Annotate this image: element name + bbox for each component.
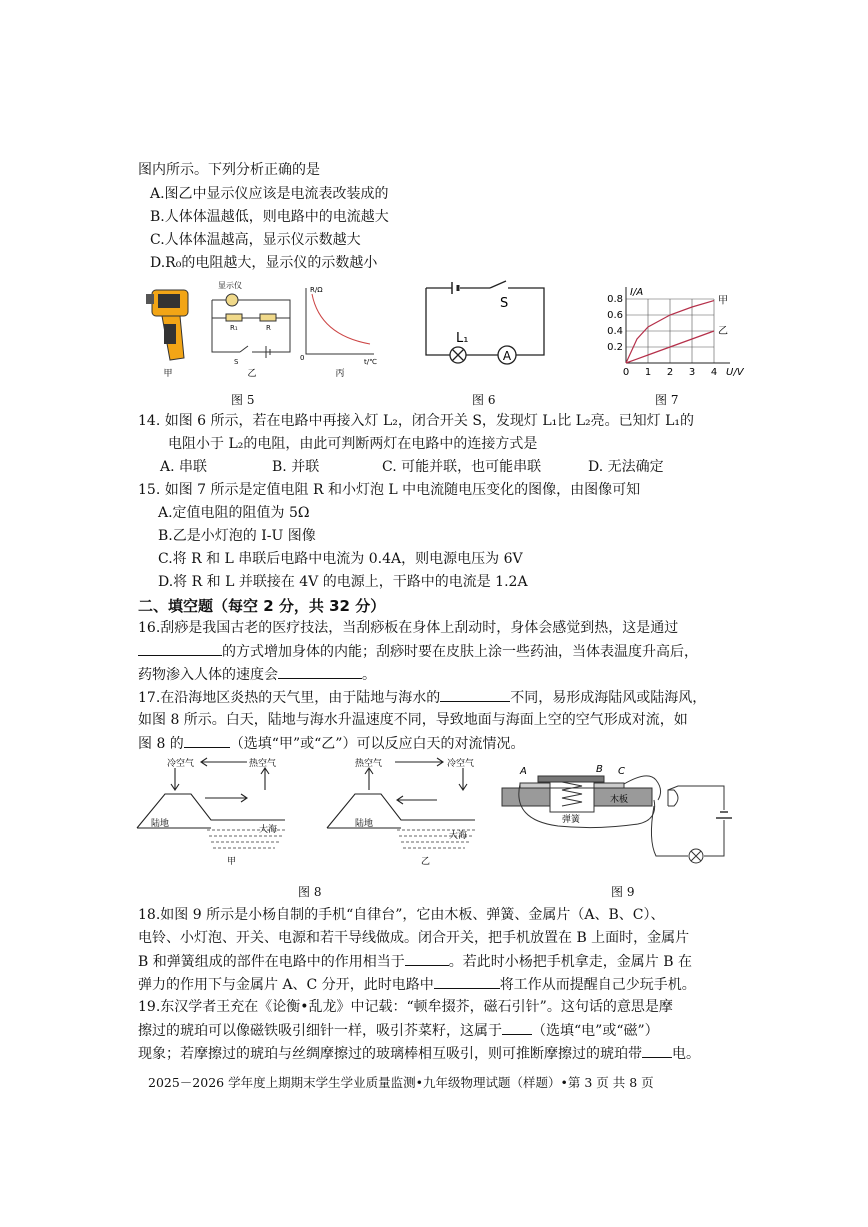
q16-line3-end: 。 — [362, 667, 376, 683]
q13-option-c: C.人体体温越高，显示仪示数越大 — [150, 232, 361, 248]
q14-option-d: D. 无法确定 — [588, 459, 664, 475]
fig5-label-bing: 丙 — [335, 369, 345, 379]
q18-line4-text: 弹力的作用下与金属片 A、C 分开，此时电路中 — [138, 977, 434, 993]
q17-line1-end: 不同，易形成海陆风或陆海风， — [510, 690, 707, 706]
q19-line3 — [138, 1043, 700, 1064]
q17-line3 — [138, 733, 524, 754]
fig6-lamp-label: L₁ — [456, 331, 469, 346]
fig5-r1-label: R₁ — [230, 324, 238, 332]
page-footer: 2025－2026 学年度上期期末学生学业质量监测•九年级物理试题（样题）•第 3 页 共 8 页 — [148, 1075, 654, 1090]
fig8-yi-cold: 冷空气 — [447, 759, 475, 769]
q13-option-a: A.图乙中显示仪应该是电流表改装成的 — [150, 186, 389, 202]
series-label-jia: 甲 — [718, 295, 728, 307]
fig5-graph — [300, 286, 377, 366]
q14-option-b: B. 并联 — [272, 459, 320, 475]
fig9-a: A — [520, 766, 527, 777]
q19-line2-text: 擦过的琥珀可以像磁铁吸引细针一样，吸引芥菜籽，这属于 — [138, 1023, 502, 1039]
y-axis-label: I/A — [630, 287, 644, 298]
q19-line3-end: 电。 — [672, 1046, 700, 1062]
q16-line2-text: 的方式增加身体的内能；刮痧时要在皮肤上涂一些药油，当体表温度升高后， — [222, 644, 698, 660]
q14-line1: 14. 如图 6 所示，若在电路中再接入灯 L₂，闭合开关 S，发现灯 L₁比 L₂亮。已知灯 L₁的 — [138, 413, 694, 429]
q15-option-b: B.乙是小灯泡的 I-U 图像 — [158, 528, 316, 544]
series-label-yi: 乙 — [718, 326, 728, 337]
q13-option-d: D.R₀的电阻越大，显示仪的示数越小 — [150, 255, 378, 271]
q18-line3 — [138, 951, 692, 972]
q13-option-b: B.人体体温越低，则电路中的电流越大 — [150, 209, 389, 225]
figure-6 — [420, 280, 550, 366]
q19-blank-2[interactable] — [642, 1043, 672, 1058]
fig8-jia-land: 陆地 — [151, 819, 170, 829]
q18-line4 — [138, 974, 696, 995]
y-tick-label: 0.4 — [607, 326, 623, 337]
x-tick-label: 3 — [688, 367, 696, 378]
q17-line3-text: 图 8 的 — [138, 736, 184, 752]
q16-blank-1[interactable] — [138, 641, 222, 656]
q17-line1-text: 17.在沿海地区炎热的天气里，由于陆地与海水的 — [138, 690, 441, 706]
q18-blank-2[interactable] — [434, 974, 500, 989]
q15-option-c: C.将 R 和 L 串联后电路中电流为 0.4A，则电源电压为 6V — [158, 551, 523, 567]
figure-7-chart — [598, 285, 748, 385]
x-tick-label: 1 — [644, 367, 652, 378]
q16-line2 — [138, 641, 698, 662]
fig5-circuit — [212, 280, 290, 366]
q15-option-d: D.将 R 和 L 并联接在 4V 的电源上，干路中的电流是 1.2A — [158, 574, 528, 590]
x-tick-label: 4 — [710, 367, 718, 378]
q17-blank-2[interactable] — [184, 733, 230, 748]
fig8-caption: 图 8 — [298, 885, 322, 899]
q19-line2-end: （选填“电”或“磁”） — [532, 1023, 659, 1039]
fig5-caption: 图 5 — [231, 393, 255, 407]
fig7-caption: 图 7 — [655, 393, 679, 407]
q15-stem: 15. 如图 7 所示是定值电阻 R 和小灯泡 L 中电流随电压变化的图像，由图像可知 — [138, 482, 641, 498]
q14-line2: 电阻小于 L₂的电阻，由此可判断两灯在电路中的连接方式是 — [168, 436, 538, 452]
q13-stem-tail: 图内所示。下列分析正确的是 — [138, 162, 320, 178]
q19-blank-1[interactable] — [502, 1020, 532, 1035]
x-axis-label: U/V — [726, 367, 744, 378]
fig5-label-yi: 乙 — [247, 369, 257, 379]
fig9-board: 木板 — [610, 795, 629, 805]
q18-line3-text: B 和弹簧组成的部件在电路中的作用相当于 — [138, 954, 405, 970]
fig8-jia-label: 甲 — [227, 857, 237, 867]
q18-line2: 电铃、小灯泡、开关、电源和若干导线做成。闭合开关，把手机放置在 B 上面时，金属片 — [138, 930, 690, 946]
y-tick-label: 0.6 — [607, 310, 623, 321]
y-tick-label: 0.2 — [607, 342, 623, 353]
q17-line3-end: （选填“甲”或“乙”）可以反应白天的对流情况。 — [229, 736, 525, 752]
figure-8-yi — [325, 752, 485, 870]
fig8-jia-sea: 大海 — [259, 825, 278, 835]
q14-option-a: A. 串联 — [160, 459, 208, 475]
q14-option-c: C. 可能并联，也可能串联 — [382, 459, 542, 475]
thermometer-gun-icon — [146, 290, 188, 360]
q19-line1: 19.东汉学者王充在《论衡•乱龙》中记载：“顿牟掇芥，磁石引针”。这句话的意思是摩 — [138, 999, 673, 1015]
fig9-c: C — [618, 766, 625, 777]
q19-line2 — [138, 1020, 659, 1041]
fig5-label-jia: 甲 — [163, 369, 173, 379]
figure-5 — [140, 280, 380, 380]
fig5-graph-xlabel: t/℃ — [364, 358, 377, 366]
q16-line3 — [138, 664, 376, 685]
q18-line4-end: 将工作从而提醒自己少玩手机。 — [499, 977, 696, 993]
fig5-display-label: 显示仪 — [218, 281, 242, 290]
fig6-caption: 图 6 — [472, 393, 496, 407]
q16-line1: 16.刮痧是我国古老的医疗技法，当刮痧板在身体上刮动时，身体会感觉到热，这是通过 — [138, 620, 679, 636]
q17-blank-1[interactable] — [440, 687, 510, 702]
fig8-yi-hot: 热空气 — [355, 759, 383, 769]
fig5-r-label: R — [266, 324, 271, 332]
fig9-spring: 弹簧 — [562, 815, 581, 825]
fig5-graph-origin: 0 — [300, 354, 305, 362]
section-2-title: 二、填空题（每空 2 分，共 32 分） — [138, 597, 386, 615]
q15-option-a: A.定值电阻的阻值为 5Ω — [158, 505, 310, 521]
q17-line1 — [138, 687, 706, 708]
x-tick-label: 2 — [666, 367, 674, 378]
figure-8-jia — [135, 752, 295, 870]
q18-line3-end: 。若此时小杨把手机拿走，金属片 B 在 — [448, 954, 692, 970]
fig9-caption: 图 9 — [611, 885, 635, 899]
fig6-switch-label: S — [500, 296, 509, 311]
y-tick-label: 0.8 — [607, 294, 623, 305]
fig8-jia-cold: 冷空气 — [167, 759, 195, 769]
fig8-yi-sea: 大海 — [449, 831, 468, 841]
fig8-yi-label: 乙 — [421, 857, 431, 867]
q18-blank-1[interactable] — [405, 951, 449, 966]
q19-line3-text: 现象；若摩擦过的琥珀与丝绸摩擦过的玻璃棒相互吸引，则可推断摩擦过的琥珀带 — [138, 1046, 642, 1062]
fig5-switch-label: S — [234, 358, 239, 366]
fig8-yi-land: 陆地 — [355, 819, 374, 829]
q17-line2: 如图 8 所示。白天，陆地与海水升温速度不同，导致地面与海面上空的空气形成对流，如 — [138, 712, 688, 728]
figure-9 — [498, 760, 738, 870]
q16-blank-2[interactable] — [278, 664, 362, 679]
x-tick-label: 0 — [622, 367, 630, 378]
fig6-ammeter-label: A — [502, 349, 512, 363]
fig9-b: B — [596, 764, 603, 775]
fig5-graph-ylabel: R/Ω — [310, 286, 323, 294]
q16-line3-text: 药物渗入人体的速度会 — [138, 667, 278, 683]
fig8-jia-hot: 热空气 — [249, 759, 277, 769]
q18-line1: 18.如图 9 所示是小杨自制的手机“自律台”，它由木板、弹簧、金属片（A、B、C）、 — [138, 907, 665, 923]
